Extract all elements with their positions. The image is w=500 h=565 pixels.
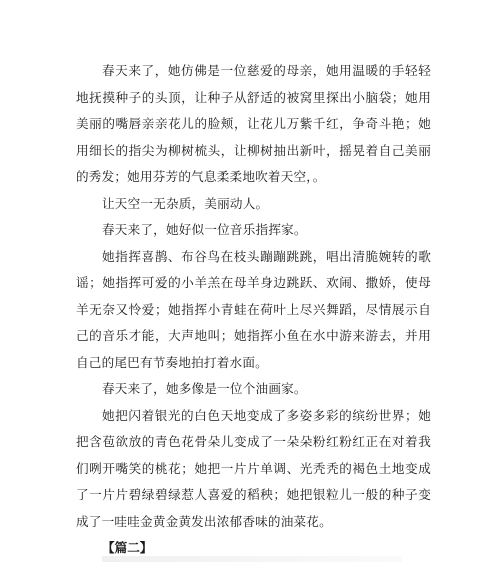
- paragraph-painter-intro: 春天来了，她多像是一位个油画家。: [102, 381, 307, 396]
- paragraph-conductor-intro: 春天来了，她好似一位音乐指挥家。: [102, 222, 307, 237]
- paragraph-painter: 她把闪着银光的白色天地变成了多姿多彩的缤纷世界；她把含苞欲放的青色花骨朵儿变成了一朵朵粉红粉红正在对着我们咧开嘴笑的桃花；她把一片片单调、光秃秃的褐色土地变成了一片片碧绿碧绿惹人喜爱的稻秧；她把银粒儿一般的种子变成了一哇哇金黄金黄发出浓郁香味的油菜花。: [76, 407, 431, 529]
- paragraph-mother: 春天来了，她仿佛是一位慈爱的母亲，她用温暖的手轻轻地抚摸种子的头顶，让种子从舒适的被窝里探出小脑袋；她用美丽的嘴唇亲亲花儿的脸颊，让花儿万紫千红，争奇斗艳；她用细长的指尖为柳树梳头，让柳树抽出新叶，摇晃着自己美丽的秀发；她用芬芳的气息柔柔地吹着天空，。: [76, 63, 431, 184]
- body-text: [76, 58, 431, 535]
- paragraph-conductor: 她指挥喜鹊、布谷鸟在枝头蹦蹦跳跳，唱出清脆婉转的歌谣；她指挥可爱的小羊羔在母羊身边跳跃、欢闹、撒娇，使母羊无奈又怜爱；她指挥小青蛙在荷叶上尽兴舞蹈，尽情展示自己的音乐才能，大声地叫；她指挥小鱼在水中游来游去，并用自己的尾巴有节奏地拍打着水面。: [76, 248, 431, 370]
- cut-off-text-line: [102, 556, 402, 562]
- paragraph-sky: 让天空一无杂质，美丽动人。: [102, 195, 269, 211]
- section-heading: 【篇二】: [102, 540, 153, 555]
